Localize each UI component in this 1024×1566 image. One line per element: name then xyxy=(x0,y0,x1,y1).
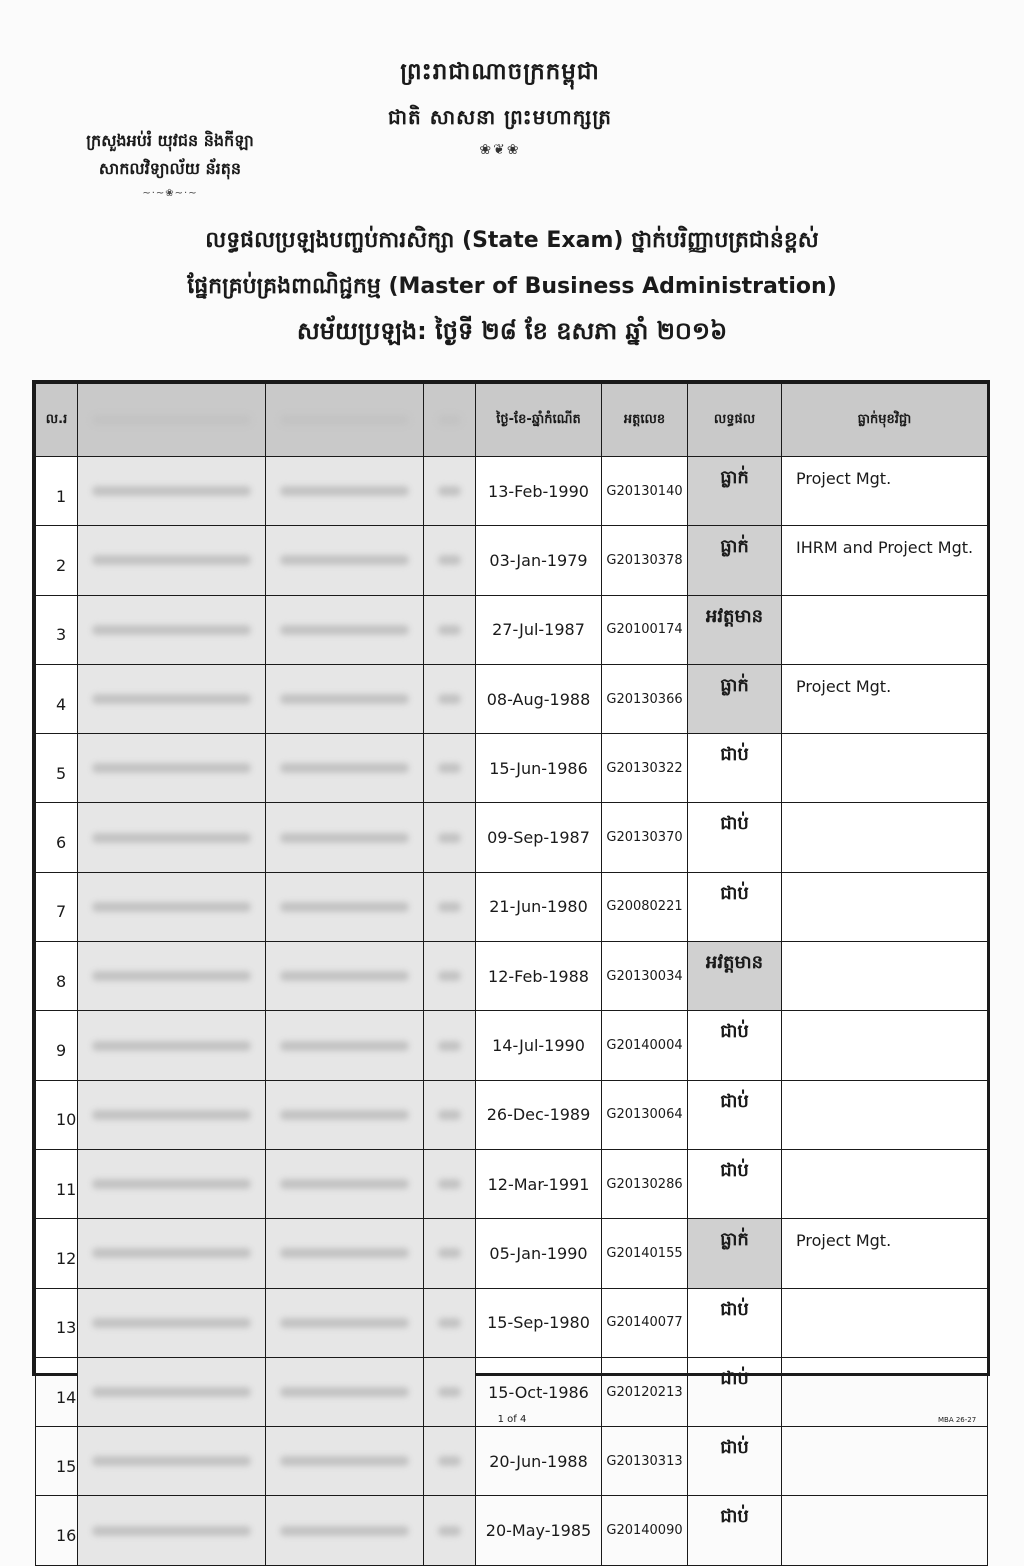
redacted-latin-name xyxy=(266,526,424,595)
document-title-line-1: លទ្ធផលប្រឡងបញ្ចប់ការសិក្សា (State Exam) ថ្នាក់បរិញ្ញាបត្រជាន់ខ្ពស់ xyxy=(205,228,819,253)
redaction-blur xyxy=(92,1387,251,1397)
student-id: G20080221 xyxy=(602,872,688,941)
redaction-blur xyxy=(438,833,461,843)
redacted-khmer-name xyxy=(78,457,266,526)
table-header-row xyxy=(36,384,988,457)
redaction-blur xyxy=(438,625,461,635)
document-code: MBA 26-27 xyxy=(938,1416,977,1424)
exam-result: ជាប់ xyxy=(688,803,782,872)
failed-subject xyxy=(782,595,988,664)
redaction-blur xyxy=(92,1041,251,1051)
date-of-birth: 08-Aug-1988 xyxy=(476,664,602,733)
redaction-blur xyxy=(280,1179,409,1189)
table-row xyxy=(36,1496,988,1565)
redaction-blur xyxy=(280,763,409,773)
header-redacted-latin-name xyxy=(266,384,424,457)
row-number: 13 xyxy=(36,1288,78,1357)
ministry-name: ក្រសួងអប់រំ យុវជន និងកីឡា xyxy=(86,131,254,150)
exam-session-date: សម័យប្រឡង: ថ្ងៃទី ២៨ ខែ ឧសភា ឆ្នាំ ២០១៦ xyxy=(296,317,728,345)
exam-result: ជាប់ xyxy=(688,1288,782,1357)
row-number: 6 xyxy=(36,803,78,872)
table-row xyxy=(36,872,988,941)
redaction-blur xyxy=(92,1318,251,1328)
failed-subject xyxy=(782,872,988,941)
redacted-gender xyxy=(424,1357,476,1426)
failed-subject xyxy=(782,1011,988,1080)
date-of-birth: 15-Oct-1986 xyxy=(476,1357,602,1426)
header-redacted-name xyxy=(78,384,266,457)
redaction-blur xyxy=(438,971,461,981)
redacted-latin-name xyxy=(266,457,424,526)
date-of-birth: 13-Feb-1990 xyxy=(476,457,602,526)
failed-subject xyxy=(782,1288,988,1357)
header-student-id: អត្តលេខ xyxy=(602,384,688,457)
redacted-gender xyxy=(424,664,476,733)
redacted-gender xyxy=(424,1149,476,1218)
redacted-gender xyxy=(424,1219,476,1288)
redaction-blur xyxy=(280,625,409,635)
table-row xyxy=(36,1011,988,1080)
redaction-blur xyxy=(280,1318,409,1328)
failed-subject xyxy=(782,1149,988,1218)
redaction-blur xyxy=(438,902,461,912)
row-number: 9 xyxy=(36,1011,78,1080)
row-number: 1 xyxy=(36,457,78,526)
row-number: 3 xyxy=(36,595,78,664)
redaction-blur xyxy=(438,763,461,773)
exam-result: ជាប់ xyxy=(688,1080,782,1149)
failed-subject xyxy=(782,1496,988,1565)
table-row xyxy=(36,664,988,733)
student-id: G20130322 xyxy=(602,734,688,803)
exam-result: អវត្តមាន xyxy=(688,942,782,1011)
ornament-divider-right: ❀❦❀ xyxy=(479,142,521,158)
date-of-birth: 15-Jun-1986 xyxy=(476,734,602,803)
redaction-blur xyxy=(438,1456,461,1466)
date-of-birth: 21-Jun-1980 xyxy=(476,872,602,941)
row-number: 7 xyxy=(36,872,78,941)
table-row xyxy=(36,734,988,803)
student-id: G20140004 xyxy=(602,1011,688,1080)
date-of-birth: 14-Jul-1990 xyxy=(476,1011,602,1080)
redacted-gender xyxy=(424,1288,476,1357)
date-of-birth: 12-Feb-1988 xyxy=(476,942,602,1011)
exam-result: ជាប់ xyxy=(688,872,782,941)
redacted-gender xyxy=(424,1496,476,1565)
failed-subject xyxy=(782,942,988,1011)
date-of-birth: 03-Jan-1979 xyxy=(476,526,602,595)
redaction-blur xyxy=(92,694,251,704)
redacted-khmer-name xyxy=(78,803,266,872)
exam-result: ជាប់ xyxy=(688,1357,782,1426)
exam-result: ជាប់ xyxy=(688,1011,782,1080)
date-of-birth: 05-Jan-1990 xyxy=(476,1219,602,1288)
student-id: G20130370 xyxy=(602,803,688,872)
date-of-birth: 20-Jun-1988 xyxy=(476,1427,602,1496)
redacted-khmer-name xyxy=(78,872,266,941)
redaction-blur xyxy=(280,555,409,565)
redaction-blur xyxy=(438,486,461,496)
redacted-latin-name xyxy=(266,1357,424,1426)
student-id: G20140090 xyxy=(602,1496,688,1565)
redaction-blur xyxy=(438,555,461,565)
row-number: 16 xyxy=(36,1496,78,1565)
date-of-birth: 27-Jul-1987 xyxy=(476,595,602,664)
header-failed-subject: ធ្លាក់មុខវិជ្ជា xyxy=(782,384,988,457)
student-id: G20130034 xyxy=(602,942,688,1011)
failed-subject: Project Mgt. xyxy=(782,664,988,733)
redacted-gender xyxy=(424,942,476,1011)
exam-result: ធ្លាក់ xyxy=(688,526,782,595)
redacted-khmer-name xyxy=(78,1011,266,1080)
student-id: G20140155 xyxy=(602,1219,688,1288)
student-id: G20130064 xyxy=(602,1080,688,1149)
exam-result: ធ្លាក់ xyxy=(688,664,782,733)
header-no: ល.រ xyxy=(36,384,78,457)
table-row xyxy=(36,942,988,1011)
redaction-blur xyxy=(280,1248,409,1258)
redaction-blur xyxy=(280,833,409,843)
student-id: G20130313 xyxy=(602,1427,688,1496)
redaction-blur xyxy=(280,486,409,496)
redaction-blur xyxy=(438,694,461,704)
student-id: G20120213 xyxy=(602,1357,688,1426)
redaction-blur xyxy=(92,1248,251,1258)
redaction-blur xyxy=(280,1110,409,1120)
row-number: 14 xyxy=(36,1357,78,1426)
redacted-khmer-name xyxy=(78,526,266,595)
redaction-blur xyxy=(280,971,409,981)
ornament-divider-left: ~·~❀~·~ xyxy=(142,188,198,199)
header-date-of-birth: ថ្ងៃ-ខែ-ឆ្នាំកំណើត xyxy=(476,384,602,457)
redacted-khmer-name xyxy=(78,1219,266,1288)
table-row xyxy=(36,803,988,872)
redacted-gender xyxy=(424,734,476,803)
redacted-khmer-name xyxy=(78,595,266,664)
redacted-latin-name xyxy=(266,872,424,941)
national-motto: ជាតិ សាសនា ព្រះមហាក្សត្រ xyxy=(388,105,612,129)
student-id: G20130378 xyxy=(602,526,688,595)
redacted-khmer-name xyxy=(78,1427,266,1496)
date-of-birth: 15-Sep-1980 xyxy=(476,1288,602,1357)
failed-subject: Project Mgt. xyxy=(782,457,988,526)
exam-result: ធ្លាក់ xyxy=(688,1219,782,1288)
table-row xyxy=(36,1288,988,1357)
redacted-gender xyxy=(424,1011,476,1080)
row-number: 5 xyxy=(36,734,78,803)
redaction-blur xyxy=(280,1387,409,1397)
redaction-blur xyxy=(92,486,251,496)
redacted-khmer-name xyxy=(78,1149,266,1218)
redacted-khmer-name xyxy=(78,1496,266,1565)
exam-result: ជាប់ xyxy=(688,1427,782,1496)
exam-result: ជាប់ xyxy=(688,1496,782,1565)
failed-subject xyxy=(782,1427,988,1496)
kingdom-heading: ព្រះរាជាណាចក្រកម្ពុជា xyxy=(400,59,600,85)
redaction-blur xyxy=(280,902,409,912)
redacted-gender xyxy=(424,1427,476,1496)
redaction-blur xyxy=(92,1456,251,1466)
redacted-latin-name xyxy=(266,1011,424,1080)
table-row xyxy=(36,457,988,526)
student-id: G20140077 xyxy=(602,1288,688,1357)
redacted-gender xyxy=(424,1080,476,1149)
redaction-blur xyxy=(92,1179,251,1189)
redaction-blur xyxy=(280,1456,409,1466)
redacted-gender xyxy=(424,457,476,526)
redaction-blur xyxy=(280,1041,409,1051)
table-row xyxy=(36,1149,988,1218)
redaction-blur xyxy=(92,833,251,843)
redaction-blur xyxy=(438,1041,461,1051)
redacted-khmer-name xyxy=(78,1288,266,1357)
failed-subject: IHRM and Project Mgt. xyxy=(782,526,988,595)
page-number: 1 of 4 xyxy=(497,1414,527,1425)
redaction-blur xyxy=(92,625,251,635)
redaction-blur xyxy=(92,555,251,565)
row-number: 11 xyxy=(36,1149,78,1218)
failed-subject xyxy=(782,803,988,872)
redaction-blur xyxy=(92,902,251,912)
student-id: G20130366 xyxy=(602,664,688,733)
date-of-birth: 26-Dec-1989 xyxy=(476,1080,602,1149)
redaction-blur xyxy=(280,1526,409,1536)
row-number: 2 xyxy=(36,526,78,595)
redacted-gender xyxy=(424,803,476,872)
redaction-blur xyxy=(438,1248,461,1258)
redacted-gender xyxy=(424,595,476,664)
row-number: 15 xyxy=(36,1427,78,1496)
redacted-gender xyxy=(424,872,476,941)
failed-subject xyxy=(782,734,988,803)
university-name: សាកលវិទ្យាល័យ ន័រតុន xyxy=(98,159,242,178)
student-id: G20130140 xyxy=(602,457,688,526)
row-number: 12 xyxy=(36,1219,78,1288)
document-title-line-2: ផ្នែកគ្រប់គ្រងពាណិជ្ជកម្ម (Master of Business Administration) xyxy=(187,274,837,299)
redacted-latin-name xyxy=(266,595,424,664)
redacted-latin-name xyxy=(266,1496,424,1565)
redacted-latin-name xyxy=(266,803,424,872)
redaction-blur xyxy=(438,1318,461,1328)
redaction-blur xyxy=(280,694,409,704)
date-of-birth: 20-May-1985 xyxy=(476,1496,602,1565)
redacted-latin-name xyxy=(266,942,424,1011)
redaction-blur xyxy=(438,1110,461,1120)
redacted-latin-name xyxy=(266,1080,424,1149)
student-id: G20130286 xyxy=(602,1149,688,1218)
redacted-latin-name xyxy=(266,1149,424,1218)
redacted-khmer-name xyxy=(78,1080,266,1149)
table-row xyxy=(36,526,988,595)
date-of-birth: 09-Sep-1987 xyxy=(476,803,602,872)
table-row xyxy=(36,595,988,664)
redaction-blur xyxy=(92,1110,251,1120)
exam-result: ជាប់ xyxy=(688,734,782,803)
redacted-latin-name xyxy=(266,1219,424,1288)
table-row xyxy=(36,1219,988,1288)
redacted-latin-name xyxy=(266,1288,424,1357)
redaction-blur xyxy=(92,1526,251,1536)
row-number: 8 xyxy=(36,942,78,1011)
redacted-khmer-name xyxy=(78,942,266,1011)
redacted-latin-name xyxy=(266,1427,424,1496)
redaction-blur xyxy=(438,1526,461,1536)
student-id: G20100174 xyxy=(602,595,688,664)
redacted-khmer-name xyxy=(78,734,266,803)
row-number: 10 xyxy=(36,1080,78,1149)
header-redacted-gender xyxy=(424,384,476,457)
redacted-khmer-name xyxy=(78,664,266,733)
redacted-latin-name xyxy=(266,664,424,733)
redaction-blur xyxy=(438,1387,461,1397)
table-row xyxy=(36,1427,988,1496)
failed-subject xyxy=(782,1080,988,1149)
table-row xyxy=(36,1080,988,1149)
row-number: 4 xyxy=(36,664,78,733)
redaction-blur xyxy=(92,763,251,773)
exam-result: ធ្លាក់ xyxy=(688,457,782,526)
header-result: លទ្ធផល xyxy=(688,384,782,457)
redaction-blur xyxy=(438,1179,461,1189)
exam-result: ជាប់ xyxy=(688,1149,782,1218)
redacted-khmer-name xyxy=(78,1357,266,1426)
redacted-latin-name xyxy=(266,734,424,803)
redacted-gender xyxy=(424,526,476,595)
redaction-blur xyxy=(92,971,251,981)
exam-result: អវត្តមាន xyxy=(688,595,782,664)
date-of-birth: 12-Mar-1991 xyxy=(476,1149,602,1218)
failed-subject: Project Mgt. xyxy=(782,1219,988,1288)
